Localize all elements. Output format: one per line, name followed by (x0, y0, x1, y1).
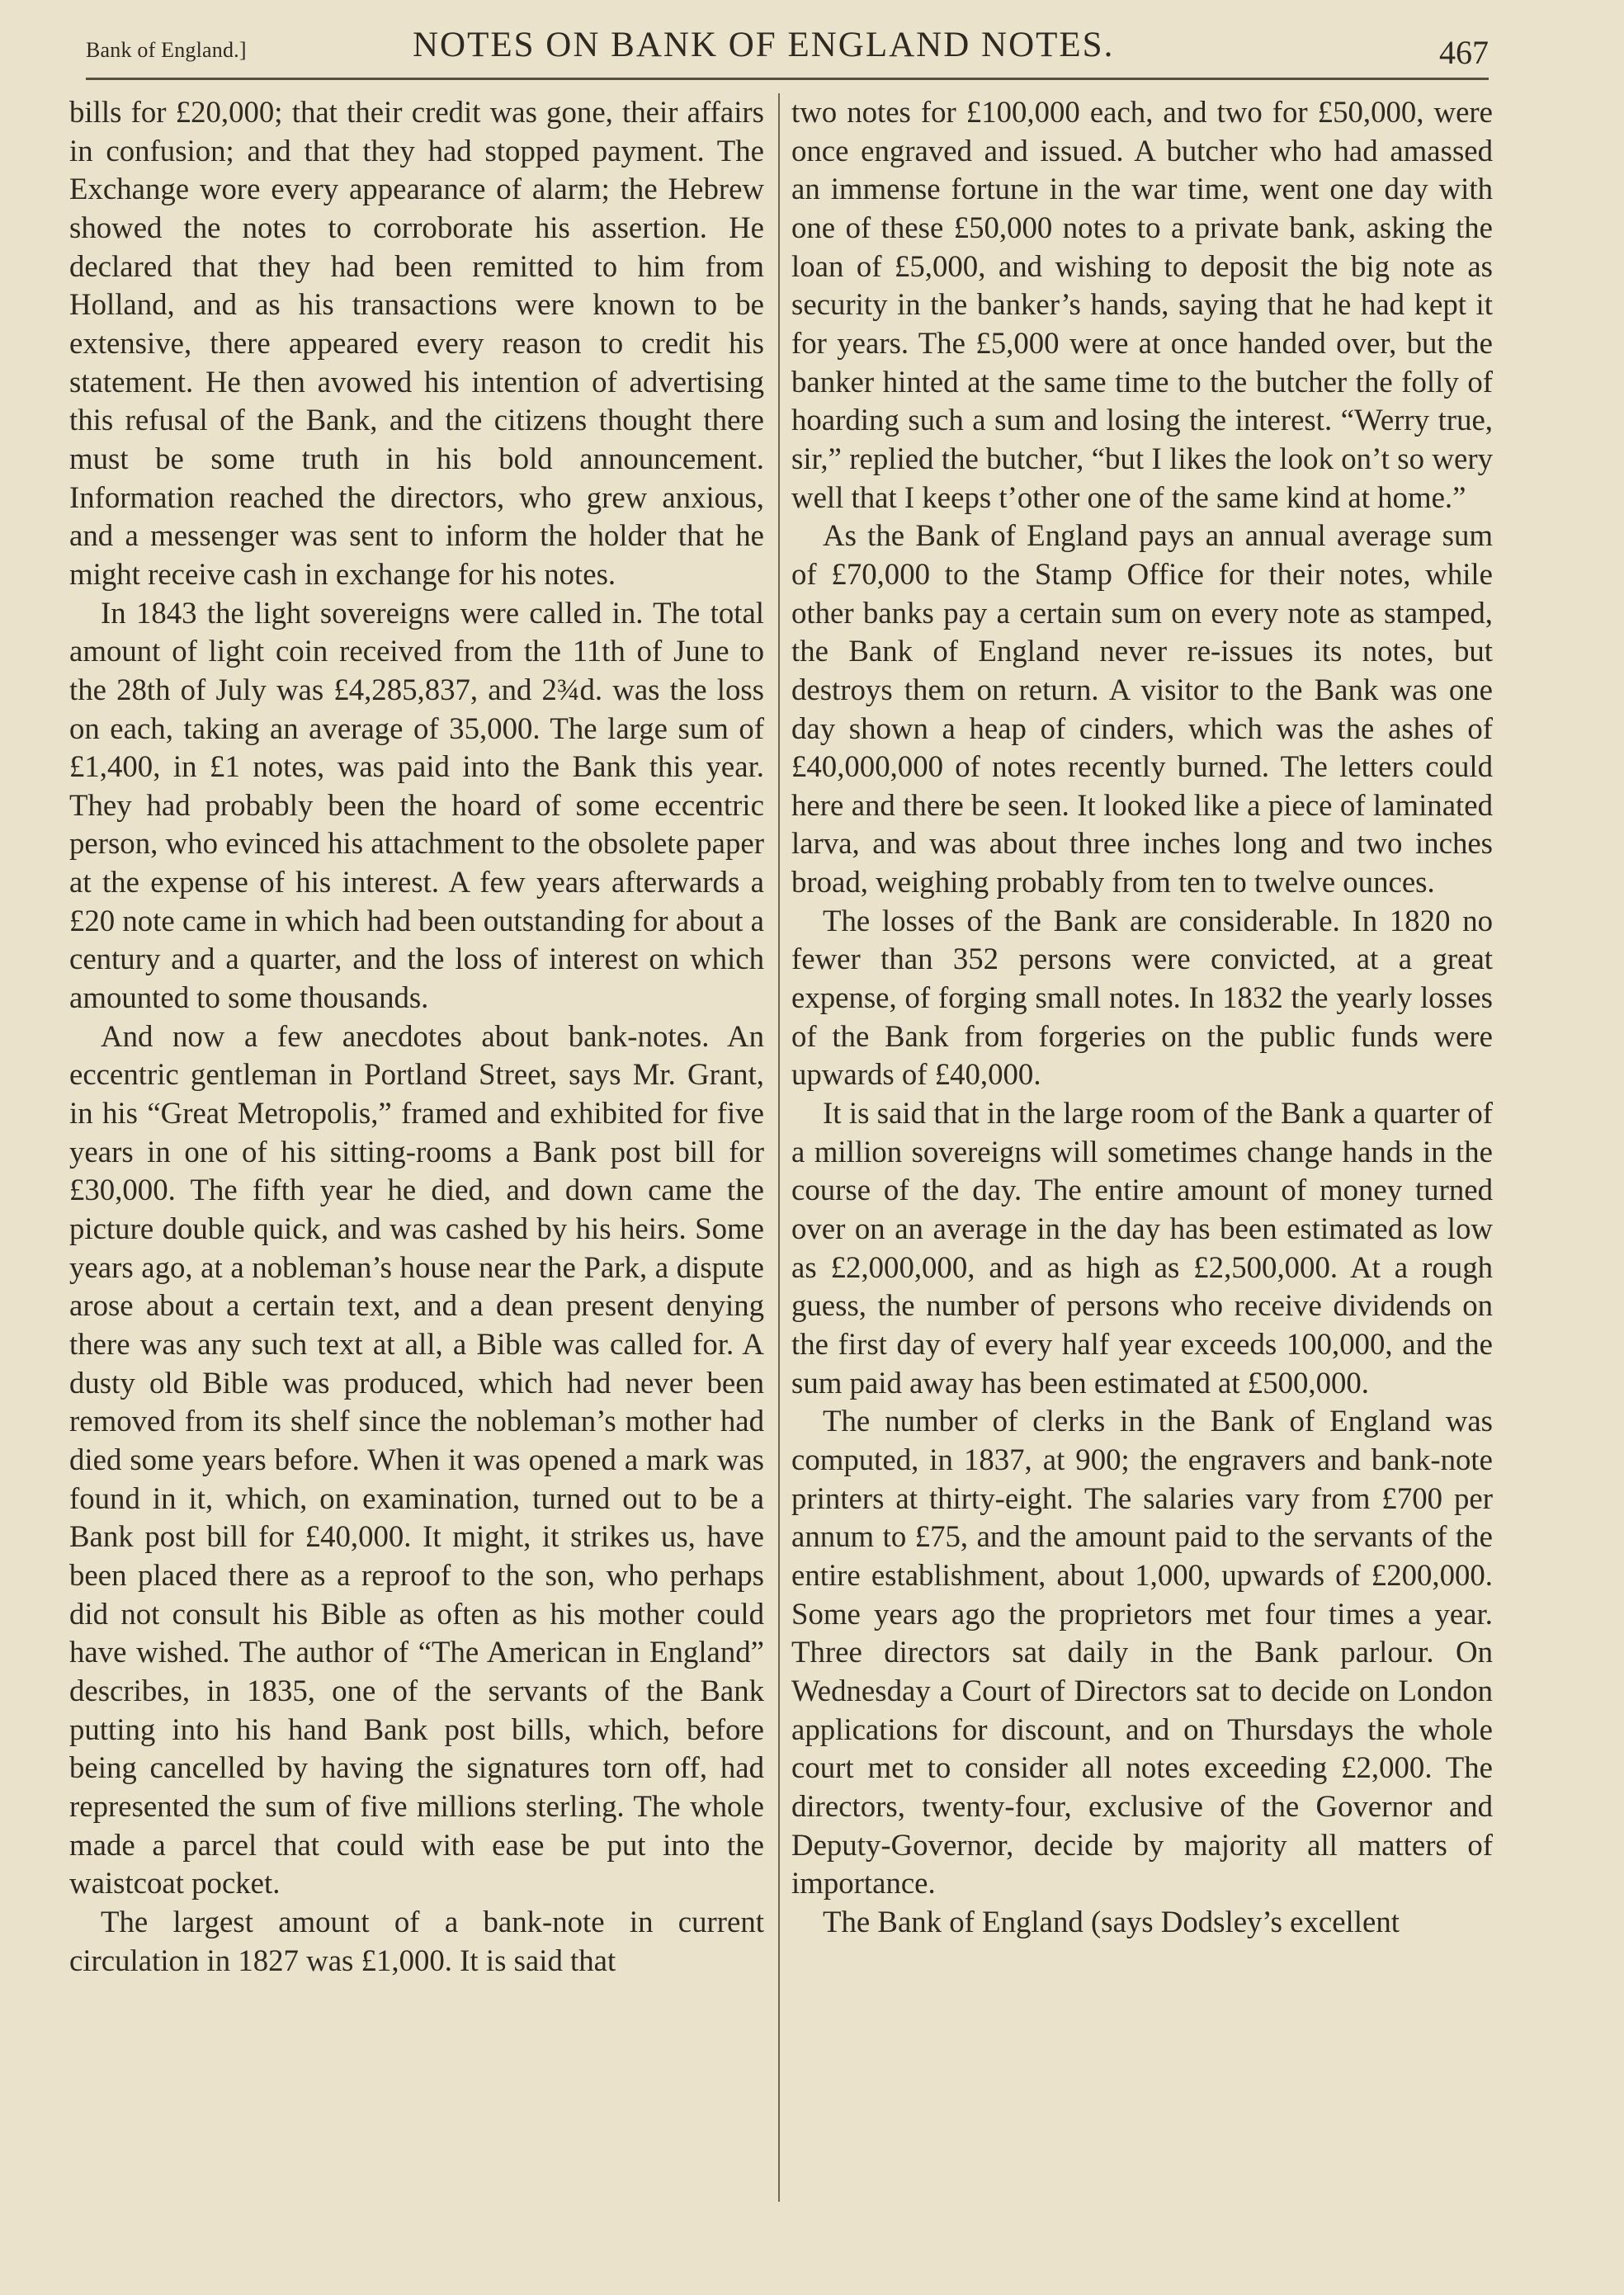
paragraph: two notes for £100,000 each, and two for £50,000, were once engraved and issued. A butcher who had amassed an immense fortune in the war time, went one day with one of these £50,000 notes to a private bank, asking the loan of £5,000, and wishing to deposit the big note as security in the banker’s hands, saying that he had kept it for years. The £5,000 were at once handed over, but the banker hinted at the same time to the butcher the folly of hoarding such a sum and losing the interest. “Werry true, sir,” replied the butcher, “but I likes the look on’t so wery well that I keeps t’other one of the same kind at home.” (791, 95, 1493, 514)
paragraph: And now a few anecdotes about bank-notes. An eccentric gentleman in Portland Street, says Mr. Grant, in his “Great Metropolis,” framed and exhibited for five years in one of his sitting-rooms a Bank post bill for £30,000. The fifth year he died, and down came the picture double quick, and was cashed by his heirs. Some years ago, at a nobleman’s house near the Park, a dispute arose about a certain text, and a dean present denying there was any such text at all, a Bible was called for. A dusty old Bible was produced, which had never been removed from its shelf since the nobleman’s mother had died some years before. When it was opened a mark was found in it, which, on examination, turned out to be a Bank post bill for £40,000. It might, it strikes us, have been placed there as a reproof to the son, who perhaps did not consult his Bible as often as his mother could have wished. The author of “The American in England” describes, in 1835, one of the servants of the Bank putting into his hand Bank post bills, which, before being cancelled by having the signatures torn off, had represented the sum of five millions sterling. The whole made a parcel that could with ease be put into the waistcoat pocket. (69, 1018, 764, 1901)
paragraph: The Bank of England (says Dodsley’s excellent (823, 1904, 1400, 1938)
paragraph: bills for £20,000; that their credit was gone, their affairs in confusion; and that they had stopped payment. The Exchange wore every appearance of alarm; the Hebrew showed the notes to corroborate his assertion. He declared that they had been remitted to him from Holland, and as his transactions were known to be extensive, there appeared every reason to credit his statement. He then avowed his intention of advertising this refusal of the Bank, and the citizens thought there must be some truth in his bold announcement. Information reached the directors, who grew anxious, and a messenger was sent to inform the holder that he might receive cash in exchange for his notes. (69, 95, 764, 591)
right-column (791, 93, 1493, 1942)
paragraph: It is said that in the large room of the Bank a quarter of a million sovereigns will sometimes change hands in the course of the day. The entire amount of money turned over on an average in the day has been estimated as low as £2,000,000, and as high as £2,500,000. At a rough guess, the number of persons who receive dividends on the first day of every half year exceeds 100,000, and the sum paid away has been estimated at £500,000. (791, 1096, 1493, 1400)
section-label: Bank of England.] (86, 38, 247, 62)
paragraph: The number of clerks in the Bank of England was computed, in 1837, at 900; the engravers and bank-note printers at thirty-eight. The salaries vary from £700 per annum to £75, and the amount paid to the servants of the entire establishment, about 1,000, upwards of £200,000. Some years ago the proprietors met four times a year. Three directors sat daily in the Bank parlour. On Wednesday a Court of Directors sat to decide on London applications for discount, and on Thursdays the whole court met to consider all notes exceeding £2,000. The directors, twenty-four, exclusive of the Governor and Deputy-Governor, decide by majority all matters of importance. (791, 1404, 1493, 1901)
paragraph: The largest amount of a bank-note in current circulation in 1827 was £1,000. It is said that (69, 1904, 764, 1977)
running-head (86, 25, 1489, 74)
page-number: 467 (1439, 34, 1489, 71)
left-column (69, 93, 764, 1980)
column-divider (778, 93, 780, 2202)
header-rule (86, 78, 1489, 80)
page-title: NOTES ON BANK OF ENGLAND NOTES. (413, 26, 1115, 64)
paragraph: The losses of the Bank are considerable. In 1820 no fewer than 352 persons were convicted, at a great expense, of forging small notes. In 1832 the yearly losses of the Bank from forgeries on the public funds were upwards of £40,000. (791, 903, 1493, 1092)
paragraph: As the Bank of England pays an annual average sum of £70,000 to the Stamp Office for their notes, while other banks pay a certain sum on every note as stamped, the Bank of England never re-issues its notes, but destroys them on return. A visitor to the Bank was one day shown a heap of cinders, which was the ashes of £40,000,000 of notes recently burned. The letters could here and there be seen. It looked like a piece of laminated larva, and was about three inches long and two inches broad, weighing probably from ten to twelve ounces. (791, 518, 1493, 900)
paragraph: In 1843 the light sovereigns were called in. The total amount of light coin received from the 11th of June to the 28th of July was £4,285,837, and 2¾d. was the loss on each, taking an average of 35,000. The large sum of £1,400, in £1 notes, was paid into the Bank this year. They had probably been the hoard of some eccentric person, who evinced his attachment to the obsolete paper at the expense of his interest. A few years afterwards a £20 note came in which had been outstanding for about a century and a quarter, and the loss of interest on which amounted to some thousands. (69, 595, 764, 1015)
